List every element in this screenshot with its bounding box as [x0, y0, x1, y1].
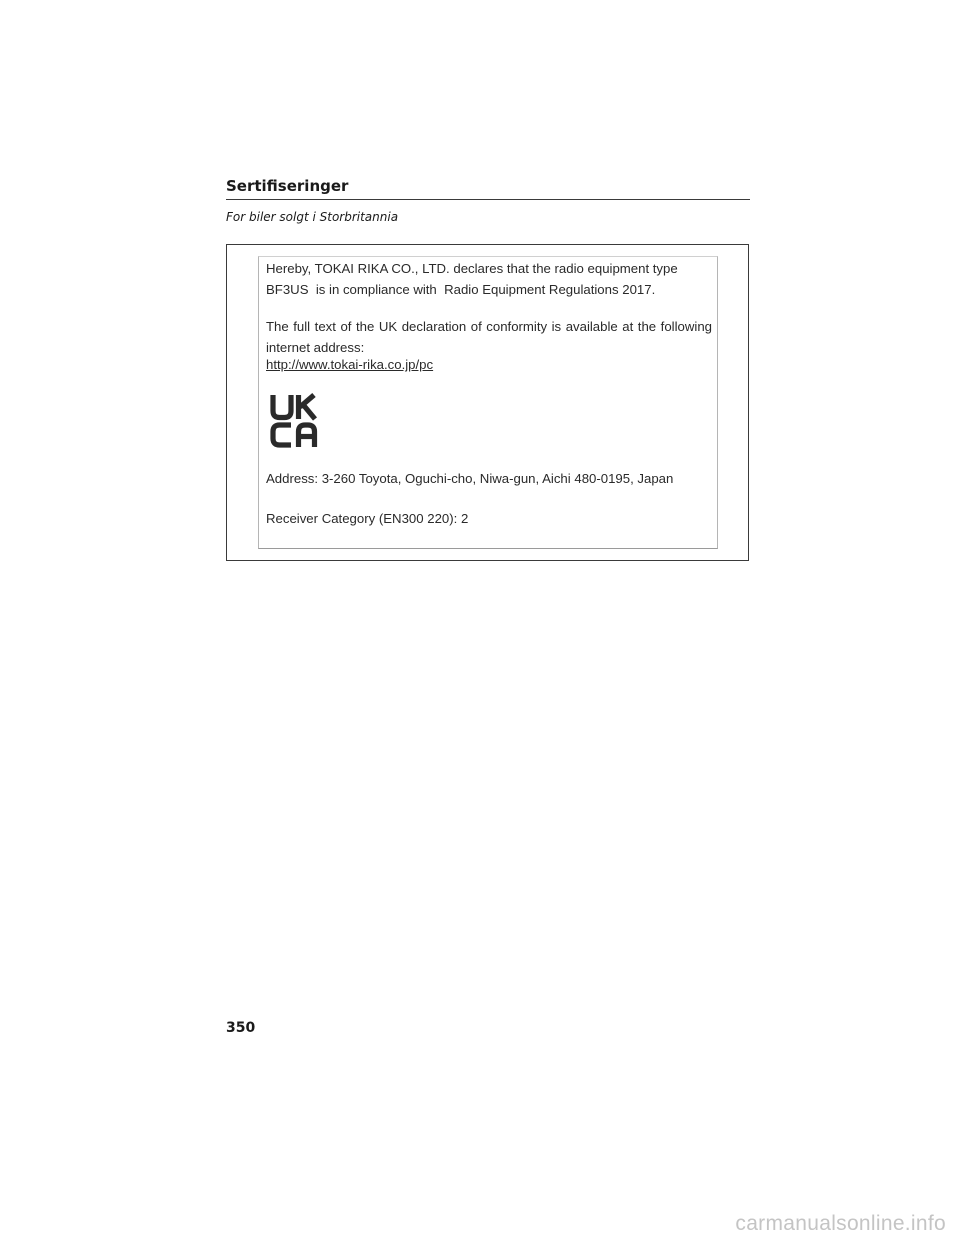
page-number: 350 [226, 1020, 256, 1036]
ukca-mark-icon [270, 393, 326, 449]
declaration-paragraph-1 [266, 258, 712, 300]
receiver-category: Receiver Category (EN300 220): 2 [266, 511, 469, 526]
declaration-line-1: Hereby, TOKAI RIKA CO., LTD. declares that the radio equipment type [266, 261, 678, 276]
declaration-line-2: BF3US is in compliance with Radio Equipment Regulations 2017. [266, 282, 656, 297]
section-divider [226, 199, 750, 200]
declaration-paragraph-2: The full text of the UK declaration of conformity is available at the following internet address: [266, 319, 712, 355]
section-subtitle: For biler solgt i Storbritannia [226, 210, 399, 224]
site-watermark: carmanualsonline.info [735, 1212, 946, 1235]
declaration-address: Address: 3-260 Toyota, Oguchi-cho, Niwa-gun, Aichi 480-0195, Japan [266, 471, 674, 486]
declaration-url-link[interactable]: http://www.tokai-rika.co.jp/pc [266, 357, 434, 372]
section-title: Sertifiseringer [226, 177, 349, 195]
